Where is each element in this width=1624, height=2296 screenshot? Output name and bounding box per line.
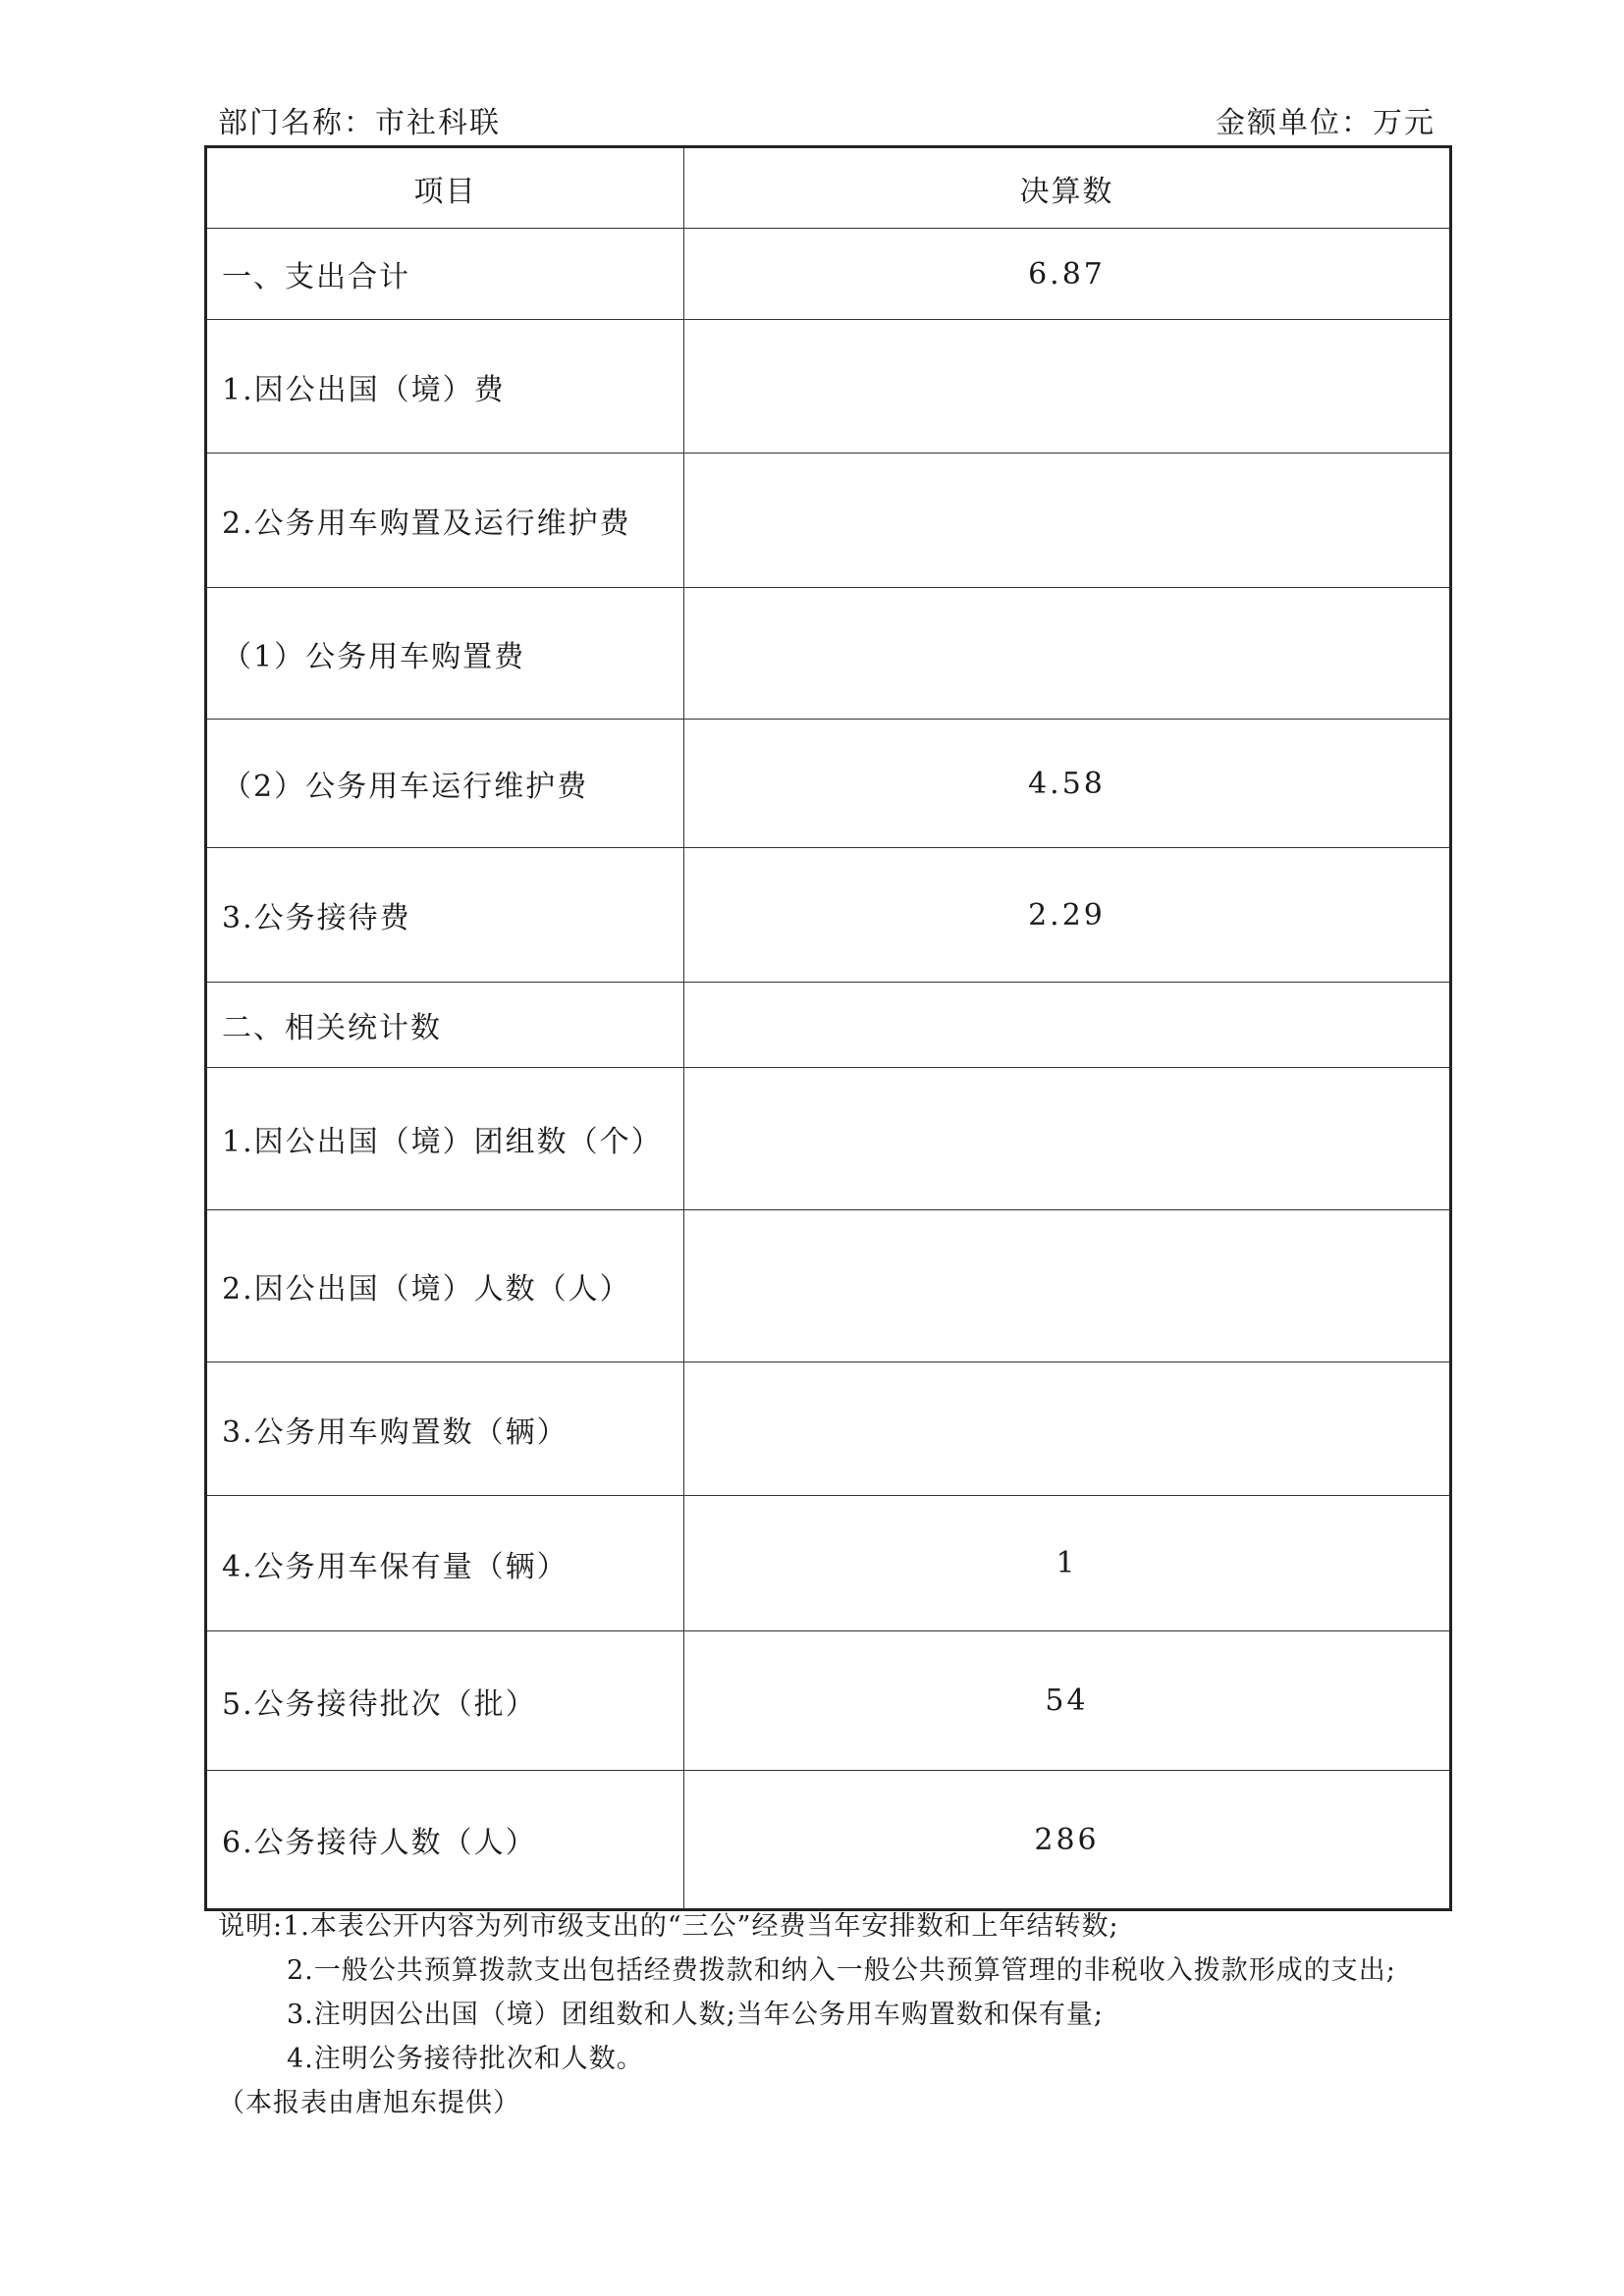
row-value	[684, 588, 1451, 720]
row-item: （1）公务用车购置费	[206, 588, 684, 720]
table-row	[206, 848, 1451, 983]
row-value: 4.58	[684, 720, 1451, 848]
note-line: 说明:1.本表公开内容为列市级支出的“三公”经费当年安排数和上年结转数;	[218, 1911, 1119, 1942]
row-item: 一、支出合计	[206, 229, 684, 320]
row-value	[684, 1068, 1451, 1210]
row-item: 3.公务接待费	[206, 848, 684, 983]
note-line: 3.注明因公出国（境）团组数和人数;当年公务用车购置数和保有量;	[287, 2000, 1104, 2030]
table-row	[206, 320, 1451, 454]
row-value: 1	[684, 1496, 1451, 1631]
row-item: （2）公务用车运行维护费	[206, 720, 684, 848]
table-row	[206, 1210, 1451, 1362]
column-header-item: 项目	[206, 147, 684, 229]
note-line: 4.注明公务接待批次和人数。	[287, 2044, 644, 2074]
row-item: 2.公务用车购置及运行维护费	[206, 454, 684, 588]
table-row	[206, 1771, 1451, 1910]
row-value: 286	[684, 1771, 1451, 1910]
row-value: 2.29	[684, 848, 1451, 983]
table-row	[206, 720, 1451, 848]
row-item: 2.因公出国（境）人数（人）	[206, 1210, 684, 1362]
row-item: 1.因公出国（境）费	[206, 320, 684, 454]
table-row	[206, 229, 1451, 320]
row-value: 6.87	[684, 229, 1451, 320]
table-row	[206, 1068, 1451, 1210]
row-item: 4.公务用车保有量（辆）	[206, 1496, 684, 1631]
notes-section	[218, 1904, 1396, 2125]
table-row	[206, 454, 1451, 588]
row-value	[684, 454, 1451, 588]
row-item: 3.公务用车购置数（辆）	[206, 1362, 684, 1496]
row-value: 54	[684, 1631, 1451, 1771]
row-value	[684, 983, 1451, 1068]
unit-label: 金额单位：万元	[1216, 106, 1435, 140]
row-value	[684, 320, 1451, 454]
row-item: 5.公务接待批次（批）	[206, 1631, 684, 1771]
row-value	[684, 1362, 1451, 1496]
row-item: 1.因公出国（境）团组数（个）	[206, 1068, 684, 1210]
note-provider: （本报表由唐旭东提供）	[218, 2088, 520, 2118]
table-header-row	[206, 147, 1451, 229]
table-row	[206, 1362, 1451, 1496]
table-row	[206, 983, 1451, 1068]
table-row	[206, 1496, 1451, 1631]
column-header-value: 决算数	[684, 147, 1451, 229]
row-item: 二、相关统计数	[206, 983, 684, 1068]
department-label: 部门名称：市社科联	[218, 106, 501, 140]
table-row	[206, 1631, 1451, 1771]
row-value	[684, 1210, 1451, 1362]
row-item: 6.公务接待人数（人）	[206, 1771, 684, 1910]
table-row	[206, 588, 1451, 720]
note-line: 2.一般公共预算拨款支出包括经费拨款和纳入一般公共预算管理的非税收入拨款形成的支出;	[287, 1955, 1396, 1986]
three-public-expenses-table	[204, 145, 1452, 1911]
